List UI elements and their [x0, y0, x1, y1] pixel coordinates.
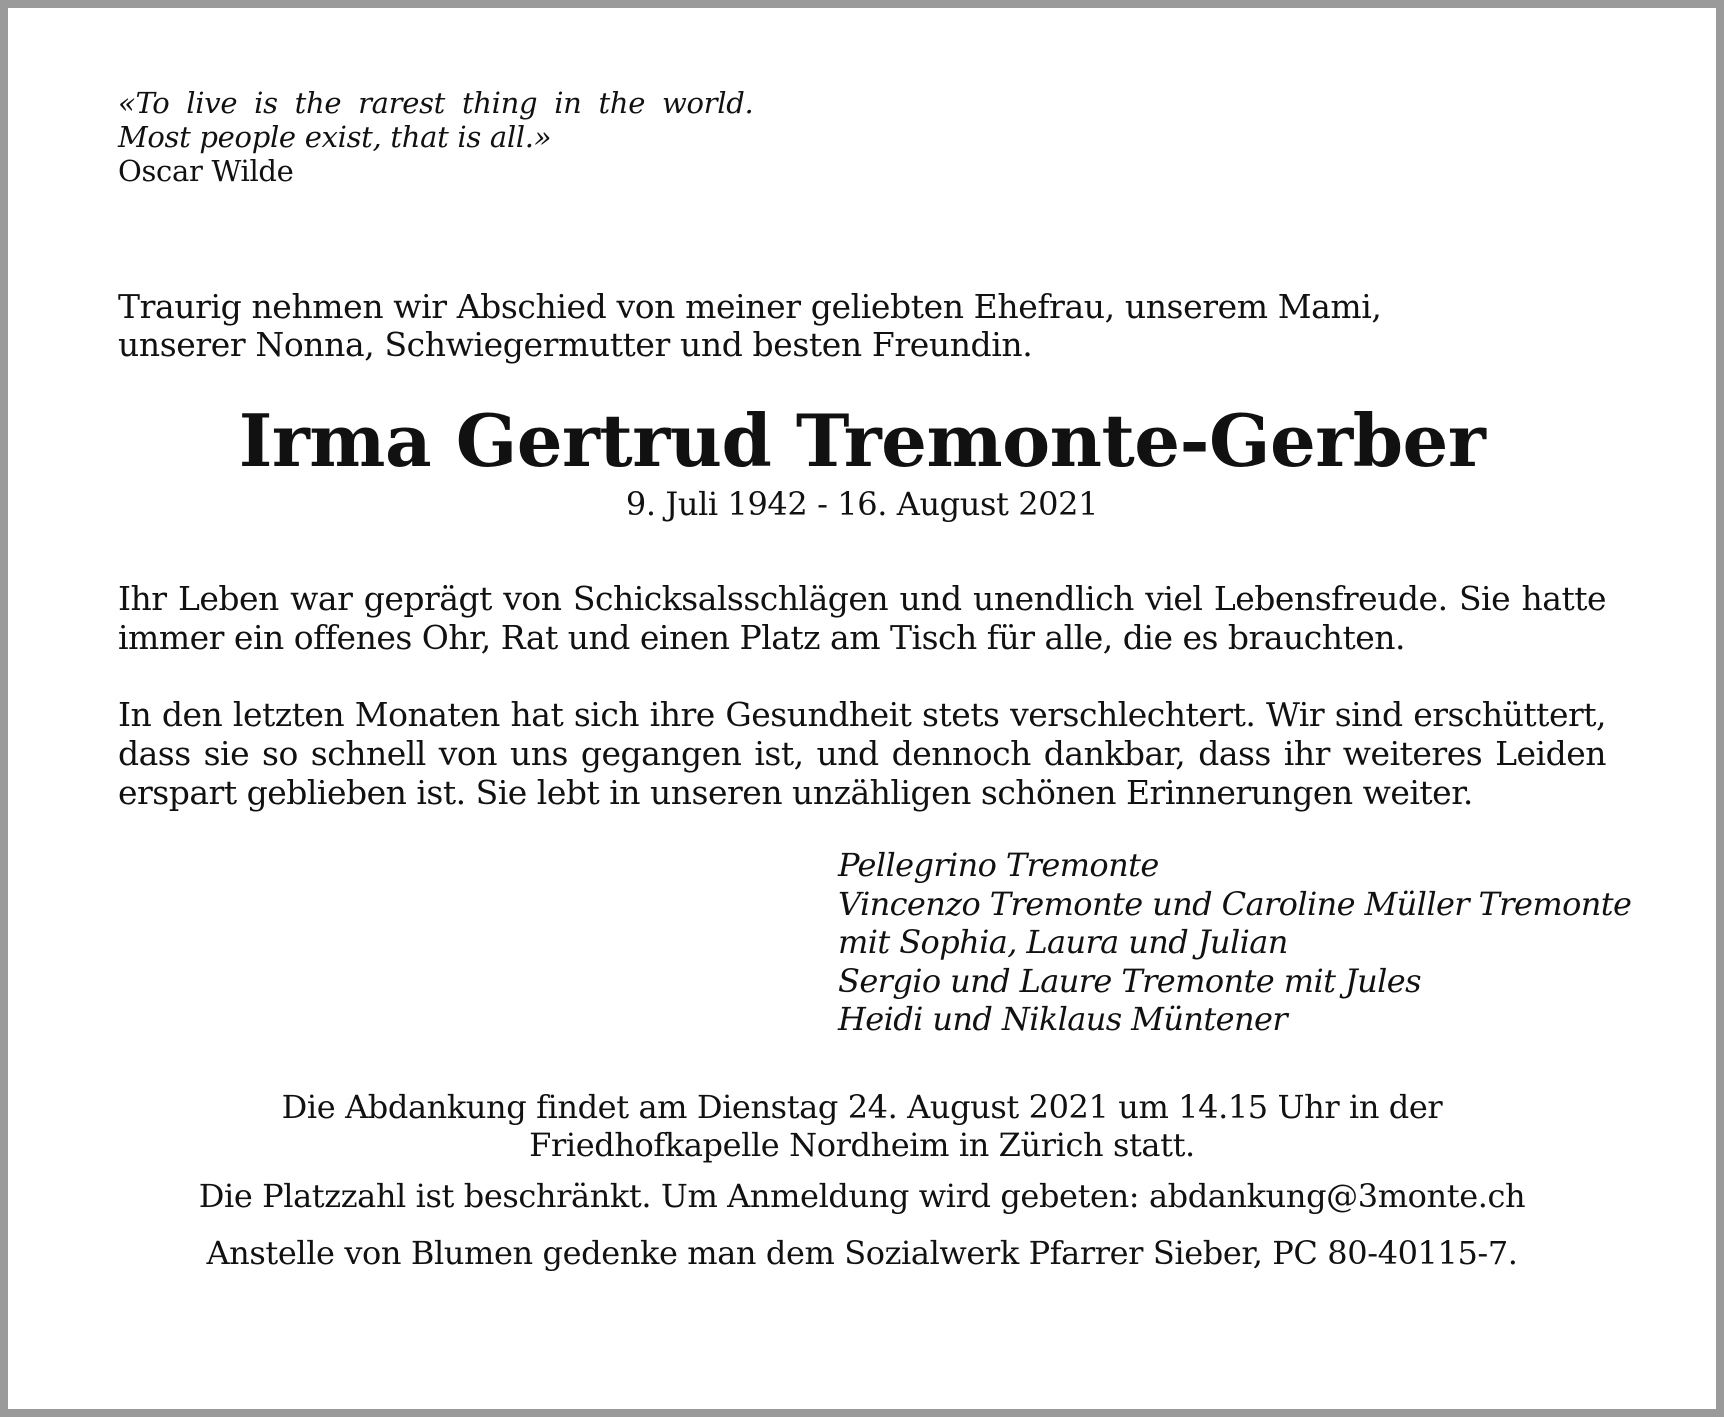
registration-note: Die Platzzahl ist beschränkt. Um Anmeldung wird gebeten: abdankung@3monte.ch	[198, 1177, 1526, 1215]
quote-line-2: Most people exist, that is all.»	[118, 120, 552, 154]
quote-line-1: «To live is the rarest thing in the world.	[118, 86, 754, 120]
funeral-service-info	[68, 1088, 1656, 1164]
paragraph-life: Ihr Leben war geprägt von Schicksalsschlägen und unendlich viel Lebensfreude. Sie hatte immer ein offenes Ohr, Rat und einen Platz am Tisch für alle, die es brauchten.	[118, 579, 1606, 657]
intro-text	[118, 288, 1606, 364]
intro-line-2: unserer Nonna, Schwiegermutter und besten Freundin.	[118, 325, 1033, 364]
mourner-line: mit Sophia, Laura und Julian	[838, 923, 1288, 961]
mourner-line: Sergio und Laure Tremonte mit Jules	[838, 961, 1421, 1000]
life-dates: 9. Juli 1942 - 16. August 2021	[625, 485, 1099, 523]
donation-note: Anstelle von Blumen gedenke man dem Sozialwerk Pfarrer Sieber, PC 80-40115-7.	[206, 1234, 1518, 1272]
mourner-line: Heidi und Niklaus Müntener	[838, 1000, 1288, 1038]
intro-line-1: Traurig nehmen wir Abschied von meiner geliebten Ehefrau, unserem Mami,	[118, 287, 1382, 326]
mourner-line: Pellegrino Tremonte	[838, 846, 1159, 884]
mourners-list	[838, 846, 1631, 1039]
service-line-1: Die Abdankung findet am Dienstag 24. August 2021 um 14.15 Uhr in der	[281, 1088, 1443, 1126]
service-line-2: Friedhofkapelle Nordheim in Zürich statt.	[529, 1126, 1195, 1164]
deceased-name: Irma Gertrud Tremonte-Gerber	[238, 398, 1486, 483]
quote-author: Oscar Wilde	[118, 154, 294, 188]
paragraph-illness: In den letzten Monaten hat sich ihre Gesundheit stets verschlechtert. Wir sind erschüttert, dass sie so schnell von uns gegangen ist, und dennoch dankbar, dass ihr weiteres Leiden erspart geblieben ist. Sie lebt in unseren unzähligen schönen Erinnerungen weiter.	[118, 695, 1606, 812]
epigraph-quote	[118, 86, 1606, 188]
mourner-line: Vincenzo Tremonte und Caroline Müller Tremonte	[838, 884, 1632, 923]
